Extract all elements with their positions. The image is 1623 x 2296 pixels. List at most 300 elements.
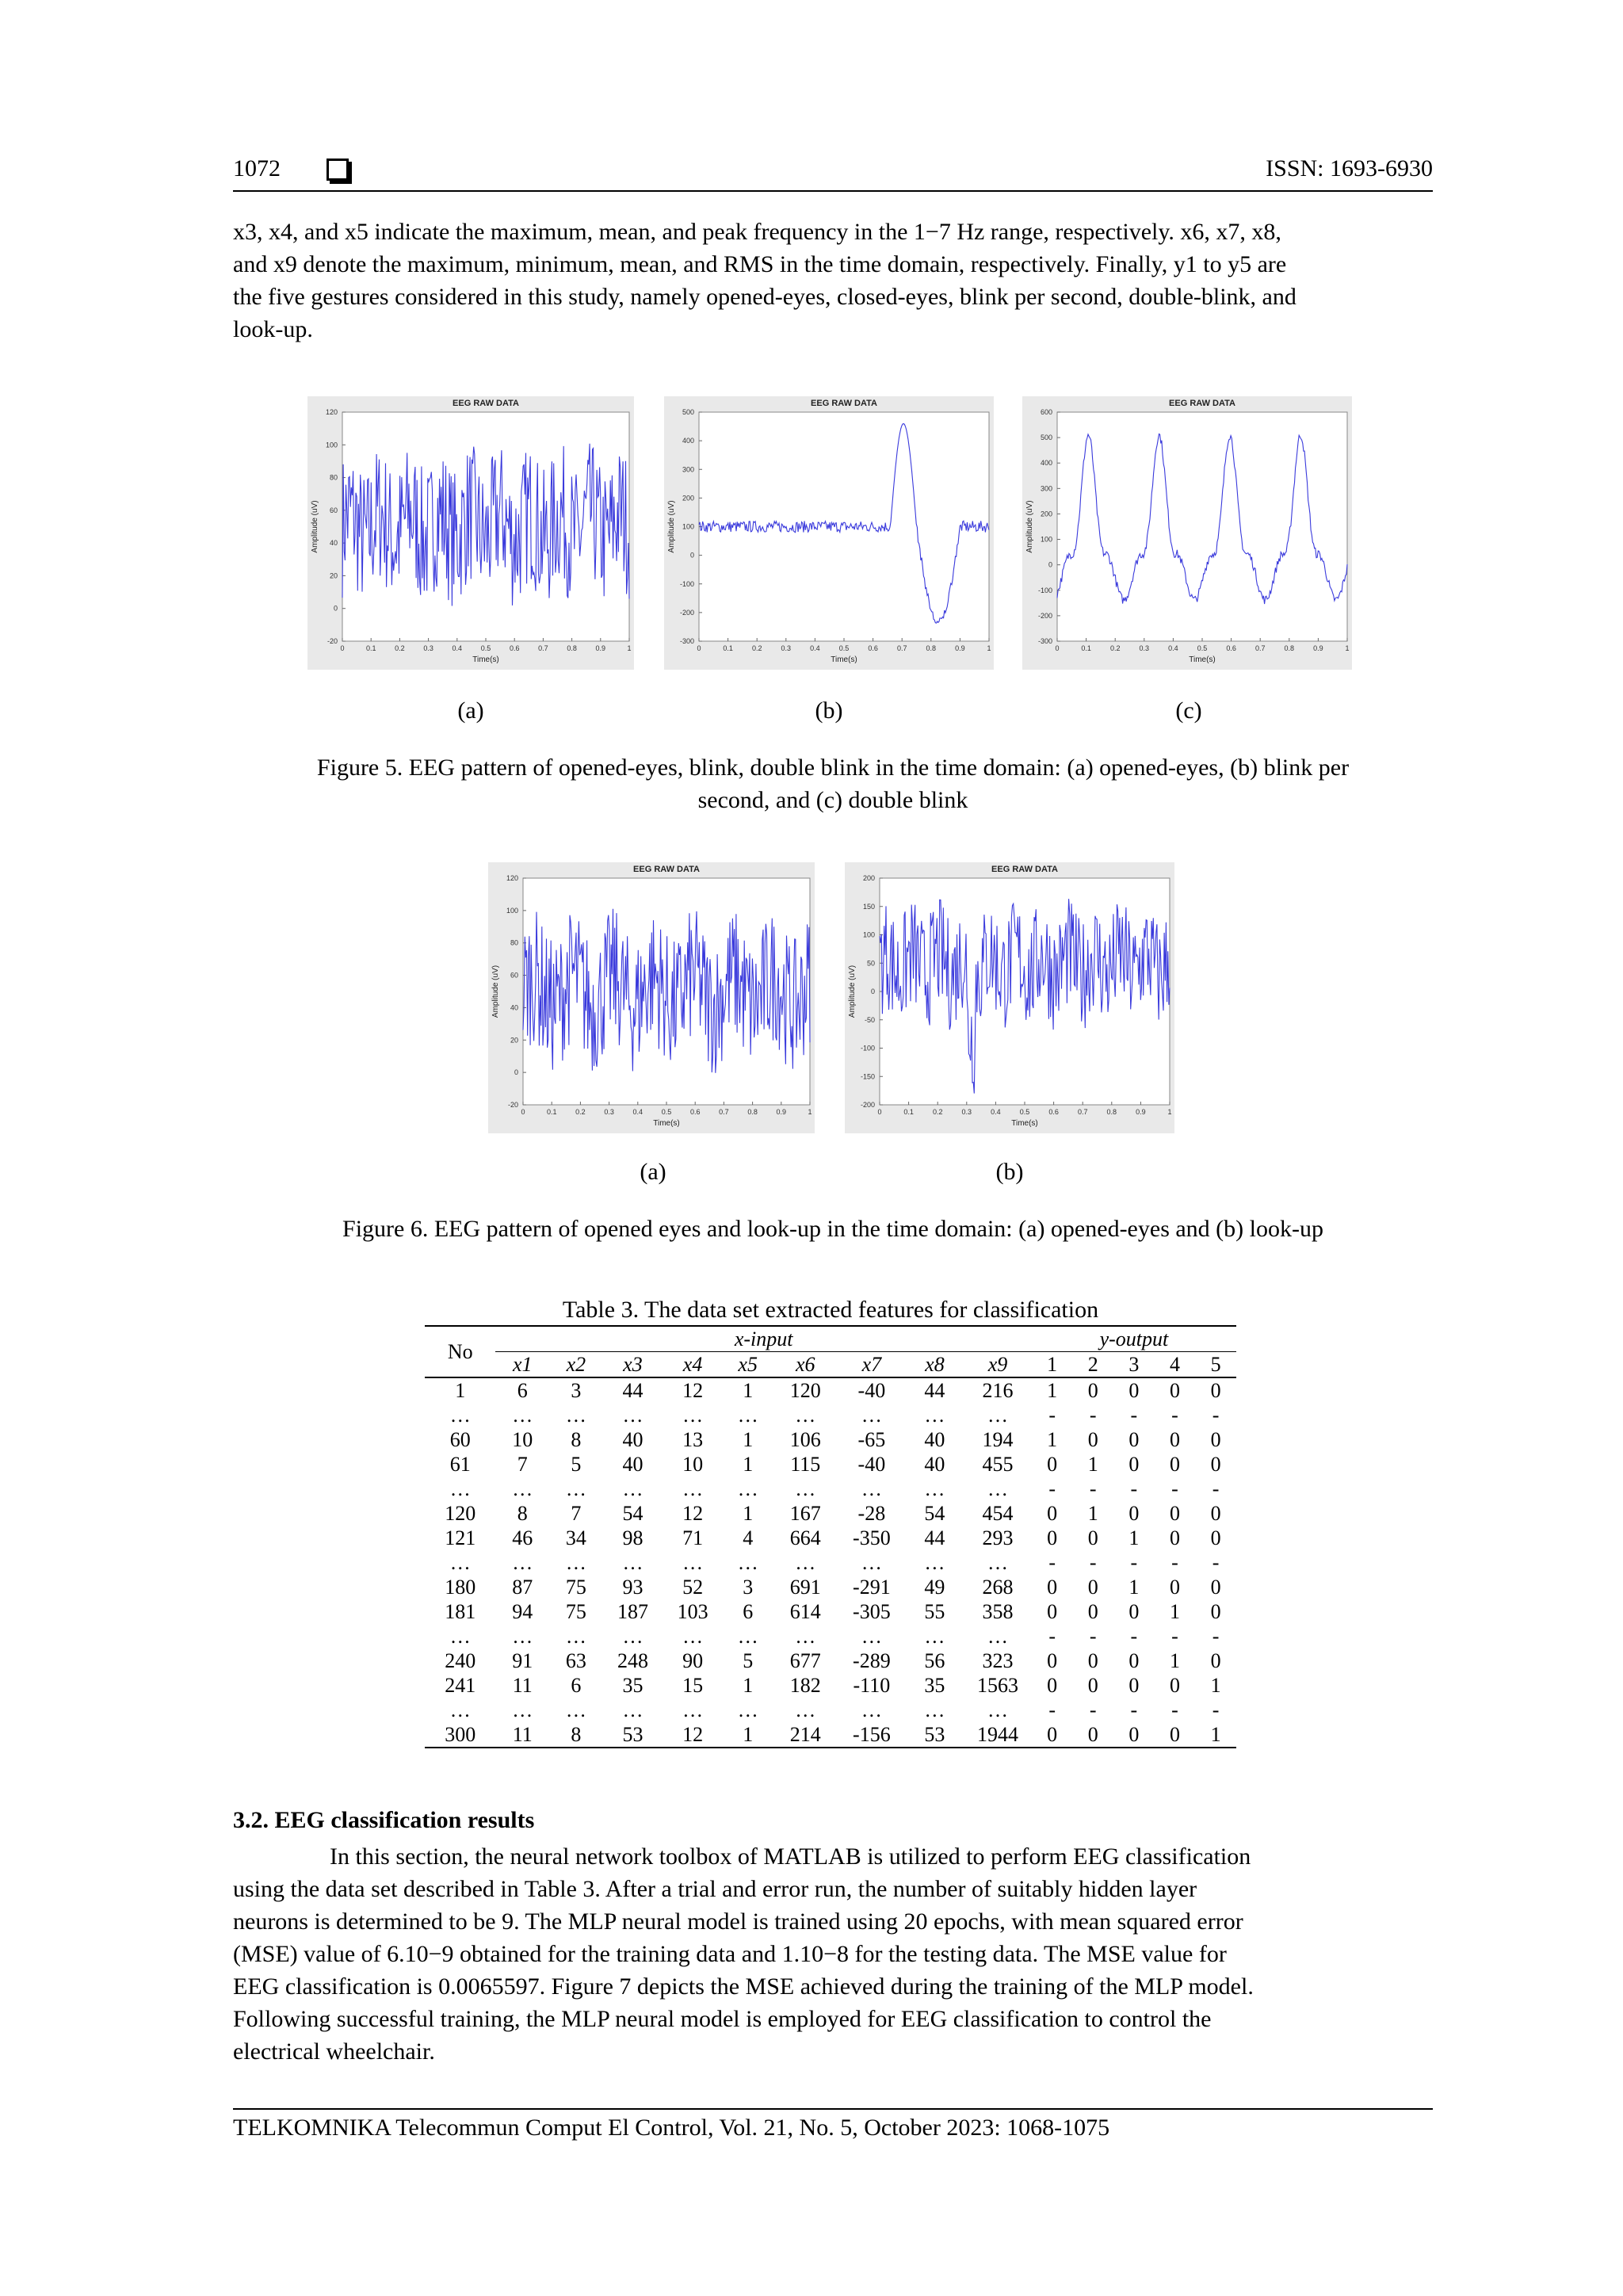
table-cell: - — [1048, 1698, 1056, 1721]
x-tick-label: 0.9 — [955, 644, 965, 652]
table-cell: 40 — [622, 1453, 643, 1476]
table-cell: … — [924, 1551, 945, 1574]
table-row — [425, 1477, 1236, 1501]
table-cell: … — [987, 1404, 1009, 1427]
y-tick-label: 40 — [329, 539, 338, 548]
table-cell: - — [1171, 1404, 1178, 1427]
y-axis-label: Amplitude (uV) — [491, 965, 500, 1018]
table-cell: … — [861, 1698, 882, 1721]
table3-col-x: x1 — [495, 1352, 549, 1378]
table-cell: 182 — [789, 1674, 821, 1697]
table-cell: 323 — [982, 1649, 1014, 1672]
table-cell: … — [512, 1404, 533, 1427]
table-row — [425, 1648, 1236, 1673]
x-tick-label: 0.4 — [810, 644, 820, 652]
y-tick-label: 0 — [514, 1068, 518, 1077]
table-cell: 12 — [682, 1379, 704, 1402]
x-axis-label: Time(s) — [1011, 1119, 1038, 1128]
table-cell: … — [987, 1477, 1009, 1500]
table-cell: 3 — [743, 1576, 754, 1599]
x-tick-label: 0.5 — [661, 1108, 672, 1116]
y-tick-label: 400 — [1040, 459, 1052, 468]
table-cell: - — [1089, 1404, 1097, 1427]
y-tick-label: 200 — [682, 494, 694, 502]
table-cell: 4 — [743, 1526, 754, 1549]
table-cell: - — [1171, 1698, 1178, 1721]
table-cell: 0 — [1128, 1649, 1140, 1672]
y-tick-label: 40 — [510, 1003, 518, 1012]
table-cell: 115 — [790, 1453, 821, 1476]
table-cell: -40 — [857, 1453, 886, 1476]
table-cell: -28 — [857, 1502, 886, 1525]
table-cell: 75 — [565, 1600, 586, 1623]
table-cell: 1 — [743, 1428, 754, 1451]
table3-group-x: x-input — [495, 1326, 1031, 1352]
table-row — [425, 1722, 1236, 1748]
table-cell: 0 — [1128, 1453, 1140, 1476]
table-cell: -350 — [853, 1526, 891, 1549]
x-tick-label: 0.1 — [723, 644, 733, 652]
table-cell: … — [737, 1625, 758, 1648]
y-tick-label: 100 — [506, 906, 518, 915]
table-cell: … — [795, 1698, 816, 1721]
page-footer: TELKOMNIKA Telecommun Comput El Control, Vol. 21, No. 5, October 2023: 1068-1075 — [233, 2108, 1433, 2141]
table-cell: 120 — [445, 1502, 476, 1525]
table-row — [425, 1550, 1236, 1575]
x-tick-label: 0.7 — [1077, 1108, 1088, 1116]
x-tick-label: 1 — [627, 644, 632, 652]
issn: ISSN: 1693-6930 — [1266, 155, 1433, 181]
table-row — [425, 1526, 1236, 1550]
y-tick-label: 120 — [325, 408, 338, 416]
table-cell: 11 — [512, 1674, 533, 1697]
plot-title: EEG RAW DATA — [453, 399, 519, 408]
table-cell: 121 — [445, 1526, 476, 1549]
table-cell: -40 — [857, 1379, 886, 1402]
table-cell: 1 — [743, 1453, 754, 1476]
y-tick-label: 80 — [329, 473, 338, 482]
x-tick-label: 1 — [1345, 644, 1350, 652]
y-tick-label: -200 — [860, 1101, 875, 1109]
table-cell: 120 — [789, 1379, 821, 1402]
table-cell: 34 — [565, 1526, 586, 1549]
section-line: (MSE) value of 6.10−9 obtained for the training data and 1.10−8 for the testing data. The MSE value for — [233, 1941, 1227, 1967]
x-tick-label: 0 — [697, 644, 701, 652]
y-axis-label: Amplitude (uV) — [1025, 500, 1034, 553]
table-cell: … — [987, 1698, 1009, 1721]
table-cell: 0 — [1047, 1576, 1058, 1599]
section-line: using the data set described in Table 3. After a trial and error run, the number of suitably hidden layer — [233, 1876, 1197, 1902]
square-glyph-icon — [327, 159, 349, 181]
table-cell: 0 — [1087, 1649, 1098, 1672]
table-cell: 194 — [982, 1428, 1014, 1451]
table-cell: 56 — [924, 1649, 945, 1672]
table-cell: - — [1212, 1477, 1220, 1500]
table-cell: 90 — [682, 1649, 704, 1672]
x-tick-label: 0.4 — [452, 644, 463, 652]
x-tick-label: 1 — [808, 1108, 812, 1116]
y-tick-label: 0 — [689, 551, 694, 560]
table-cell: … — [622, 1551, 643, 1574]
table-cell: 1 — [723, 1722, 773, 1748]
x-tick-label: 0 — [521, 1108, 525, 1116]
table-cell: … — [565, 1625, 586, 1648]
table-cell: 0 — [1047, 1502, 1058, 1525]
y-tick-label: -20 — [507, 1101, 518, 1109]
table-cell: 35 — [622, 1674, 643, 1697]
table3 — [425, 1325, 1236, 1748]
table-cell: - — [1048, 1551, 1056, 1574]
x-tick-label: 0.2 — [395, 644, 405, 652]
table-cell: 240 — [445, 1649, 476, 1672]
table-cell: 52 — [682, 1576, 704, 1599]
table-cell: 0 — [1210, 1649, 1221, 1672]
table-cell: … — [737, 1698, 758, 1721]
table-cell: … — [449, 1551, 471, 1574]
table-row — [425, 1427, 1236, 1452]
x-tick-label: 0.9 — [776, 1108, 787, 1116]
y-tick-label: 200 — [1040, 510, 1052, 518]
table3-col-x: x2 — [549, 1352, 603, 1378]
table-cell: 0 — [1047, 1649, 1058, 1672]
y-tick-label: 0 — [1048, 560, 1052, 569]
table3-group-y: y-output — [1032, 1326, 1236, 1352]
table-cell: 46 — [512, 1526, 533, 1549]
table-cell: 0 — [1087, 1379, 1098, 1402]
table-cell: … — [924, 1404, 945, 1427]
x-tick-label: 0.5 — [1197, 644, 1208, 652]
plot-title: EEG RAW DATA — [991, 865, 1058, 874]
table-cell: … — [924, 1698, 945, 1721]
table-cell: - — [1130, 1625, 1138, 1648]
table3-col-y: 5 — [1195, 1352, 1236, 1378]
intro-paragraph — [233, 216, 1433, 346]
table-cell: 63 — [565, 1649, 586, 1672]
x-tick-label: 0.5 — [1019, 1108, 1030, 1116]
table-cell: 1 — [1169, 1649, 1180, 1672]
table-cell: 1 — [743, 1502, 754, 1525]
table-cell: … — [795, 1551, 816, 1574]
table-row — [425, 1501, 1236, 1526]
y-tick-label: 50 — [866, 959, 875, 968]
figure5-panel-c — [1022, 396, 1352, 670]
eeg-plot — [664, 396, 994, 670]
table-cell: 0 — [1113, 1722, 1155, 1748]
x-tick-label: 0.2 — [575, 1108, 586, 1116]
figure5-label-a: (a) — [457, 697, 484, 724]
x-tick-label: 0.8 — [1284, 644, 1295, 652]
x-tick-label: 0.6 — [509, 644, 520, 652]
table-cell: 75 — [565, 1576, 586, 1599]
table3-col-x: x8 — [906, 1352, 964, 1378]
table-cell: 10 — [512, 1428, 533, 1451]
table-cell: 0 — [1169, 1453, 1180, 1476]
table-cell: -156 — [838, 1722, 906, 1748]
table-cell: 455 — [982, 1453, 1014, 1476]
table3-subheader-row — [425, 1352, 1236, 1378]
table-cell: 1 — [1195, 1722, 1236, 1748]
x-tick-label: 0.6 — [1048, 1108, 1059, 1116]
table-cell: -110 — [853, 1674, 891, 1697]
x-tick-label: 0.8 — [1106, 1108, 1117, 1116]
y-tick-label: 0 — [870, 988, 875, 995]
table-cell: 94 — [512, 1600, 533, 1623]
x-tick-label: 0.1 — [1081, 644, 1091, 652]
table-cell: - — [1089, 1477, 1097, 1500]
table-cell: - — [1089, 1551, 1097, 1574]
table-cell: 11 — [495, 1722, 549, 1748]
table-cell: 7 — [571, 1502, 582, 1525]
table-cell: - — [1089, 1625, 1097, 1648]
table-cell: … — [682, 1404, 704, 1427]
x-tick-label: 0.7 — [538, 644, 548, 652]
y-axis-label: Amplitude (uV) — [667, 500, 676, 553]
table-cell: 358 — [982, 1600, 1014, 1623]
table-cell: 54 — [622, 1502, 643, 1525]
figure5-panel-a — [307, 396, 634, 670]
eeg-plot — [488, 862, 815, 1133]
table-cell: … — [512, 1625, 533, 1648]
table-cell: 8 — [517, 1502, 528, 1525]
x-tick-label: 0.5 — [838, 644, 850, 652]
table-cell: 55 — [924, 1600, 945, 1623]
table3-col-y: 1 — [1032, 1352, 1073, 1378]
page-header — [233, 155, 1433, 192]
table-cell: 0 — [1047, 1453, 1058, 1476]
table-row — [425, 1698, 1236, 1722]
table-cell: 35 — [924, 1674, 945, 1697]
table-cell: 53 — [603, 1722, 663, 1748]
table-cell: 6 — [571, 1674, 582, 1697]
table-cell: … — [924, 1477, 945, 1500]
table-cell: 40 — [924, 1453, 945, 1476]
figure6-label-a: (a) — [640, 1159, 666, 1185]
table-cell: 106 — [789, 1428, 821, 1451]
table-cell: 3 — [571, 1379, 582, 1402]
y-tick-label: 100 — [862, 930, 875, 939]
table-cell: 664 — [789, 1526, 821, 1549]
table-cell: … — [622, 1625, 643, 1648]
table-cell: 0 — [1087, 1600, 1098, 1623]
section-paragraph — [233, 1840, 1433, 2068]
table-cell: 0 — [1210, 1526, 1221, 1549]
table3-col-x: x7 — [838, 1352, 906, 1378]
plot-title: EEG RAW DATA — [1169, 399, 1235, 408]
section-line: In this section, the neural network toolbox of MATLAB is utilized to perform EEG classification — [330, 1843, 1251, 1870]
table-cell: 0 — [1128, 1674, 1140, 1697]
table-cell: 0 — [1155, 1722, 1196, 1748]
table-cell: 0 — [1087, 1428, 1098, 1451]
figure5-label-b: (b) — [815, 697, 843, 724]
page-number: 1072 — [233, 155, 281, 181]
y-tick-label: 80 — [510, 938, 518, 947]
y-tick-label: -300 — [679, 637, 694, 645]
table-cell: 181 — [445, 1600, 476, 1623]
table-row — [425, 1377, 1236, 1403]
table-cell: 1 — [743, 1379, 754, 1402]
table-cell: … — [449, 1698, 471, 1721]
table-cell: 0 — [1087, 1576, 1098, 1599]
table-cell: 0 — [1047, 1600, 1058, 1623]
table-row — [425, 1624, 1236, 1648]
y-tick-label: 300 — [1040, 484, 1052, 493]
table-cell: … — [512, 1477, 533, 1500]
table-cell: 5 — [743, 1649, 754, 1672]
table-cell: 40 — [924, 1428, 945, 1451]
figure6-panel-a — [488, 862, 815, 1133]
table3-col-x: x6 — [773, 1352, 838, 1378]
section-heading: 3.2. EEG classification results — [233, 1807, 535, 1833]
table3-col-y: 2 — [1072, 1352, 1113, 1378]
figure5-caption-line: second, and (c) double blink — [697, 787, 968, 813]
x-tick-label: 0.9 — [595, 644, 606, 652]
y-tick-label: -100 — [679, 579, 694, 588]
table3-col-y: 3 — [1113, 1352, 1155, 1378]
table-cell: 187 — [617, 1600, 648, 1623]
table-cell: 0 — [1169, 1502, 1180, 1525]
table-cell: 1 — [743, 1674, 754, 1697]
table-cell: 1 — [1087, 1502, 1098, 1525]
table-row — [425, 1673, 1236, 1698]
x-tick-label: 0 — [877, 1108, 882, 1116]
table-row — [425, 1452, 1236, 1477]
table-cell: 0 — [1210, 1600, 1221, 1623]
x-tick-label: 0.8 — [567, 644, 577, 652]
table-cell: … — [861, 1625, 882, 1648]
table-cell: … — [682, 1625, 704, 1648]
y-tick-label: 600 — [1040, 408, 1052, 416]
section-line: EEG classification is 0.0065597. Figure 7 depicts the MSE achieved during the training of the MLP model. — [233, 1973, 1254, 2000]
table-cell: 87 — [512, 1576, 533, 1599]
table-cell: 293 — [982, 1526, 1014, 1549]
table-cell: 0 — [1169, 1428, 1180, 1451]
table-cell: 60 — [449, 1428, 471, 1451]
table-cell: 300 — [425, 1722, 495, 1748]
table-cell: - — [1212, 1698, 1220, 1721]
table-cell: 167 — [789, 1502, 821, 1525]
plot-title: EEG RAW DATA — [633, 865, 700, 874]
table-cell: - — [1048, 1477, 1056, 1500]
y-tick-label: 200 — [862, 874, 875, 882]
y-tick-label: 20 — [510, 1036, 518, 1045]
y-tick-label: -300 — [1037, 637, 1052, 645]
y-tick-label: 60 — [510, 971, 518, 980]
table-cell: … — [565, 1404, 586, 1427]
table3-body — [425, 1377, 1236, 1748]
table3-col-x: x5 — [723, 1352, 773, 1378]
table-cell: 93 — [622, 1576, 643, 1599]
table-cell: 0 — [1169, 1526, 1180, 1549]
table-cell: 614 — [789, 1600, 821, 1623]
table-cell: 44 — [622, 1379, 643, 1402]
table-cell: 1 — [455, 1379, 466, 1402]
table-cell: - — [1089, 1698, 1097, 1721]
table-cell: 0 — [1087, 1674, 1098, 1697]
table-cell: 241 — [445, 1674, 476, 1697]
table-cell: 8 — [571, 1428, 582, 1451]
table-cell: - — [1171, 1625, 1178, 1648]
table-cell: 1 — [1210, 1674, 1221, 1697]
plot-title: EEG RAW DATA — [811, 399, 877, 408]
y-axis-label: Amplitude (uV) — [311, 500, 319, 553]
table-cell: 1 — [1047, 1428, 1058, 1451]
y-axis-label: Amplitude (uV) — [848, 965, 857, 1018]
table-cell: 1 — [1169, 1600, 1180, 1623]
x-axis-label: Time(s) — [472, 655, 499, 664]
x-tick-label: 0.1 — [903, 1108, 914, 1116]
table-cell: 214 — [773, 1722, 838, 1748]
table-cell: … — [924, 1625, 945, 1648]
x-tick-label: 0.3 — [423, 644, 433, 652]
table-cell: … — [682, 1551, 704, 1574]
table-cell: 7 — [517, 1453, 528, 1476]
table-cell: … — [861, 1404, 882, 1427]
x-axis-label: Time(s) — [1189, 655, 1216, 664]
table-cell: … — [512, 1698, 533, 1721]
table-cell: … — [795, 1625, 816, 1648]
intro-line: x3, x4, and x5 indicate the maximum, mean, and peak frequency in the 1−7 Hz range, respectively. x6, x7, x8, — [233, 219, 1281, 245]
y-tick-label: -20 — [327, 637, 338, 645]
table-cell: - — [1130, 1551, 1138, 1574]
table-cell: 0 — [1169, 1674, 1180, 1697]
x-axis-label: Time(s) — [831, 655, 857, 664]
table-cell: 0 — [1169, 1576, 1180, 1599]
table-cell: - — [1171, 1477, 1178, 1500]
table-cell: 5 — [571, 1453, 582, 1476]
table-cell: - — [1130, 1698, 1138, 1721]
y-tick-label: 500 — [682, 408, 694, 416]
table-cell: … — [861, 1477, 882, 1500]
table-cell: … — [682, 1698, 704, 1721]
table-cell: 0 — [1128, 1600, 1140, 1623]
y-tick-label: 300 — [682, 465, 694, 474]
table-cell: 0 — [1210, 1502, 1221, 1525]
x-tick-label: 0.3 — [781, 644, 792, 652]
y-tick-label: -50 — [864, 1015, 875, 1024]
x-tick-label: 0.3 — [961, 1108, 972, 1116]
section-line: Following successful training, the MLP neural model is employed for EEG classification to control the — [233, 2006, 1212, 2032]
y-tick-label: 0 — [333, 604, 338, 613]
table-cell: 44 — [924, 1379, 945, 1402]
x-axis-label: Time(s) — [653, 1119, 680, 1128]
table3-col-x: x3 — [603, 1352, 663, 1378]
table-cell: - — [1130, 1404, 1138, 1427]
y-tick-label: -200 — [679, 608, 694, 617]
table-cell: 53 — [906, 1722, 964, 1748]
table-cell: … — [737, 1404, 758, 1427]
y-tick-label: 20 — [329, 571, 338, 580]
table-cell: … — [682, 1477, 704, 1500]
intro-line: and x9 denote the maximum, minimum, mean, and RMS in the time domain, respectively. Finally, y1 to y5 are — [233, 251, 1287, 277]
eeg-plot — [307, 396, 634, 670]
y-tick-label: 60 — [329, 506, 338, 514]
x-tick-label: 0.2 — [751, 644, 762, 652]
table-row — [425, 1599, 1236, 1624]
table-cell: 98 — [622, 1526, 643, 1549]
table-cell: -291 — [853, 1576, 891, 1599]
x-tick-label: 0.3 — [1139, 644, 1150, 652]
table-cell: 91 — [512, 1649, 533, 1672]
x-tick-label: 1 — [987, 644, 991, 652]
table-cell: … — [565, 1477, 586, 1500]
table-row — [425, 1403, 1236, 1427]
table-cell: 1 — [1128, 1526, 1140, 1549]
y-tick-label: -150 — [860, 1072, 875, 1081]
table-cell: 1 — [1087, 1453, 1098, 1476]
table-cell: - — [1212, 1625, 1220, 1648]
y-tick-label: 100 — [682, 522, 694, 531]
table-cell: 1563 — [977, 1674, 1019, 1697]
